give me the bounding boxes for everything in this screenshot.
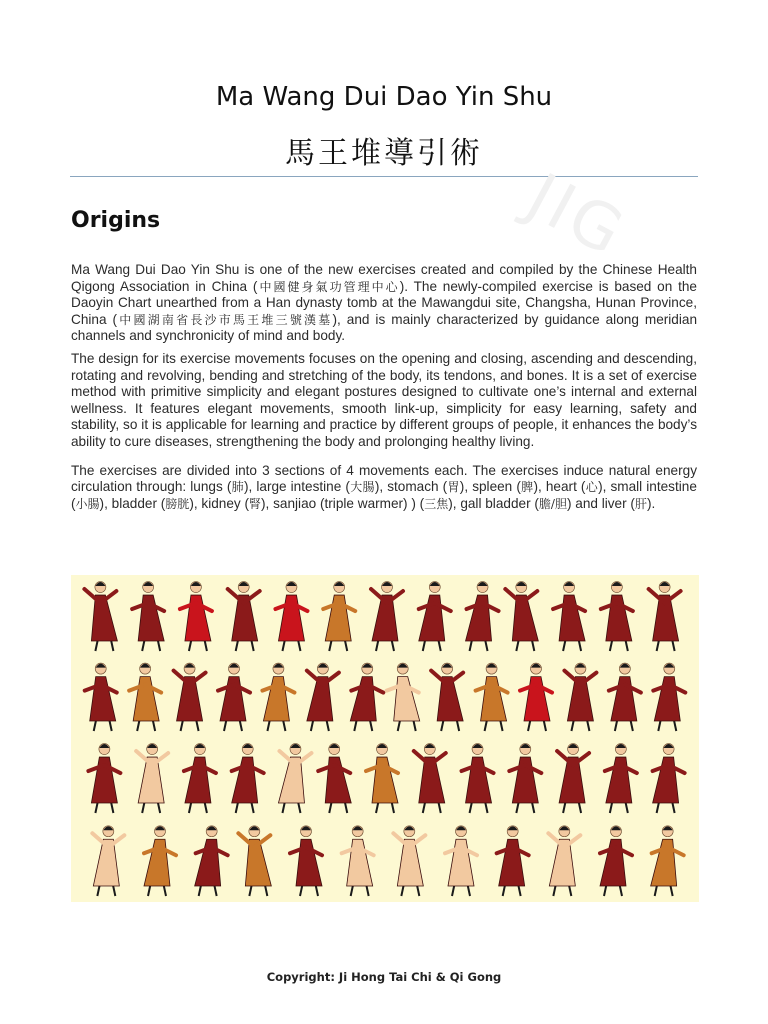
- exercise-figure: [144, 826, 176, 896]
- exercise-figure: [323, 582, 355, 651]
- exercise-figure: [238, 826, 271, 896]
- organ-name: and liver (: [575, 495, 635, 511]
- paragraph-1-chinese-tomb: 中國湖南省長沙市馬王堆三號漢墓: [117, 312, 333, 327]
- organ-chinese: 肺: [231, 480, 244, 495]
- organ-name: large intestine (: [256, 479, 350, 495]
- organ-chinese: 胃: [447, 480, 460, 495]
- exercise-figure: [132, 582, 164, 651]
- daoyin-figures-illustration: [71, 575, 699, 902]
- daoyin-chart-figure: [71, 575, 699, 902]
- exercise-figure: [466, 582, 499, 651]
- exercise-figure: [307, 663, 339, 731]
- organ-separator: ),: [459, 479, 473, 495]
- organ-chinese: 三焦: [424, 496, 449, 511]
- exercise-figure: [228, 582, 260, 651]
- organ-separator: ),: [448, 495, 461, 511]
- figure-robe: [653, 757, 679, 803]
- exercise-figure: [180, 582, 212, 651]
- organ-name: small intestine (: [71, 479, 697, 511]
- title-chinese: 馬王堆導引術: [285, 136, 483, 171]
- organ-name: lungs (: [190, 479, 232, 495]
- organ-name: bladder (: [111, 495, 166, 511]
- exercise-figure: [184, 744, 216, 813]
- exercise-figure: [85, 663, 117, 731]
- exercise-figure: [509, 744, 541, 813]
- exercise-figure: [557, 744, 589, 813]
- exercise-figure: [445, 826, 477, 896]
- paragraph-1-text-a: Ma Wang Dui Dao Yin Shu is one of the new exercises created and compiled by the Chinese Health Qigong Association in China (: [71, 262, 697, 294]
- exercise-figure: [136, 744, 168, 813]
- exercise-figure: [605, 744, 637, 813]
- figure-robe: [325, 757, 351, 803]
- footer-copyright: Copyright: Ji Hong Tai Chi & Qi Gong: [266, 970, 502, 984]
- exercise-figure: [174, 663, 206, 731]
- figure-robe: [138, 595, 164, 641]
- organ-separator: ): [566, 495, 576, 511]
- figure-robe: [394, 677, 420, 721]
- paragraph-3-intro: The exercises are divided into 3 sections of 4 movements each. The exercises induce natural energy circulation through:: [71, 462, 697, 495]
- exercise-figure: [350, 663, 383, 731]
- figure-robe: [350, 677, 376, 721]
- organ-name: gall bladder (: [460, 495, 539, 511]
- exercise-figure: [548, 826, 580, 896]
- organ-chinese: 大腸: [349, 480, 375, 495]
- organ-chinese: 腎: [249, 496, 262, 511]
- body-text: [71, 262, 697, 518]
- organ-name: kidney (: [201, 495, 250, 511]
- exercise-figure: [462, 744, 494, 813]
- organ-separator: ),: [243, 479, 257, 495]
- organ-chinese: 肝: [634, 496, 647, 511]
- paragraph-2: The design for its exercise movements focuses on the opening and closing, ascending and descending, rotating and revolving, bending and stretching of the body, its tendons, and bones. It is a set of exercise method with primitive simplicity and elegant postures designed to cultivate one’s internal and external wellness. It features elegant movements, smooth link-up, simplicity for easy learning, safety and stability, so it is applicable for learning and practice by different groups of people, it enhances the body’s ability to cure diseases, strengthening the body and prolonging healthy living.: [71, 350, 697, 449]
- exercise-figure: [553, 582, 585, 651]
- organ-separator: ),: [598, 479, 611, 495]
- paragraph-1: [71, 262, 697, 345]
- exercise-figure: [129, 663, 161, 731]
- exercise-figure: [262, 663, 294, 731]
- exercise-figure: [649, 582, 681, 651]
- exercise-figure: [505, 582, 538, 651]
- exercise-figure: [366, 744, 398, 813]
- figure-robe: [419, 595, 445, 641]
- paragraph-1-chinese-association: 中國健身氣功管理中心: [257, 279, 400, 294]
- exercise-figure: [419, 582, 451, 651]
- exercise-figure: [278, 744, 311, 813]
- organ-name: stomach (: [387, 479, 448, 495]
- exercise-figure: [371, 582, 403, 651]
- exercise-figure: [218, 663, 250, 731]
- organ-chinese: 小腸: [75, 496, 100, 511]
- figure-robe: [559, 595, 585, 641]
- figure-robe: [90, 677, 116, 721]
- figure-robe: [372, 757, 398, 803]
- organ-separator: ),: [189, 495, 202, 511]
- organ-chinese: 脾: [520, 480, 534, 495]
- exercise-figure: [387, 663, 420, 731]
- exercise-figure: [275, 582, 307, 651]
- figure-robe: [466, 595, 492, 641]
- organ-chinese: 膽/胆: [538, 496, 567, 511]
- exercise-figure: [88, 744, 120, 813]
- exercise-figure: [497, 826, 529, 896]
- section-heading-origins: Origins: [71, 208, 161, 233]
- organ-name: spleen (: [472, 479, 521, 495]
- figure-robe: [651, 839, 677, 886]
- figure-robe: [481, 677, 507, 721]
- exercise-figure: [232, 744, 264, 813]
- organ-separator: ),: [99, 495, 112, 511]
- paragraph-1-text-e: ), and is mainly characterized by guidance along meridian channels and synchronicity of mind and body.: [71, 311, 698, 344]
- organ-name: sanjiao (triple warmer) ) (: [273, 495, 425, 511]
- exercise-figure: [600, 826, 632, 896]
- exercise-figure: [414, 744, 446, 813]
- organ-chinese: 心: [585, 480, 599, 495]
- exercise-figure: [290, 826, 322, 896]
- exercise-figure: [609, 663, 641, 731]
- figure-robe: [232, 757, 258, 803]
- organ-separator: ).: [646, 495, 656, 511]
- exercise-figure: [195, 826, 228, 896]
- paragraph-3: [71, 463, 697, 513]
- exercise-figure: [520, 663, 552, 731]
- exercise-figure: [393, 826, 425, 896]
- figure-robe: [195, 839, 221, 886]
- exercise-figure: [476, 663, 508, 731]
- exercise-figure: [431, 663, 463, 731]
- exercise-figure: [84, 582, 117, 651]
- organ-separator: ),: [261, 495, 274, 511]
- exercise-figure: [651, 826, 684, 896]
- exercise-figure: [342, 826, 374, 896]
- organ-chinese: 膀胱: [165, 496, 190, 511]
- figure-robe: [296, 839, 322, 886]
- exercise-figure: [653, 663, 685, 731]
- paragraph-1-text-c: ). The newly-compiled exercise is based on the Daoyin Chart unearthed from a Han dynasty tomb at the Mawangdui site, Changsha, Hunan Province, China (: [71, 278, 697, 327]
- title-divider: [70, 176, 698, 177]
- exercise-figure: [318, 744, 351, 813]
- organ-name: heart (: [545, 479, 586, 495]
- exercise-figure: [653, 744, 685, 813]
- exercise-figure: [92, 826, 124, 896]
- title-english: Ma Wang Dui Dao Yin Shu: [215, 82, 553, 112]
- organ-separator: ),: [533, 479, 546, 495]
- organ-separator: ),: [374, 479, 388, 495]
- exercise-figure: [601, 582, 633, 651]
- watermark-logo: JIG: [515, 160, 638, 273]
- exercise-figure: [564, 663, 596, 731]
